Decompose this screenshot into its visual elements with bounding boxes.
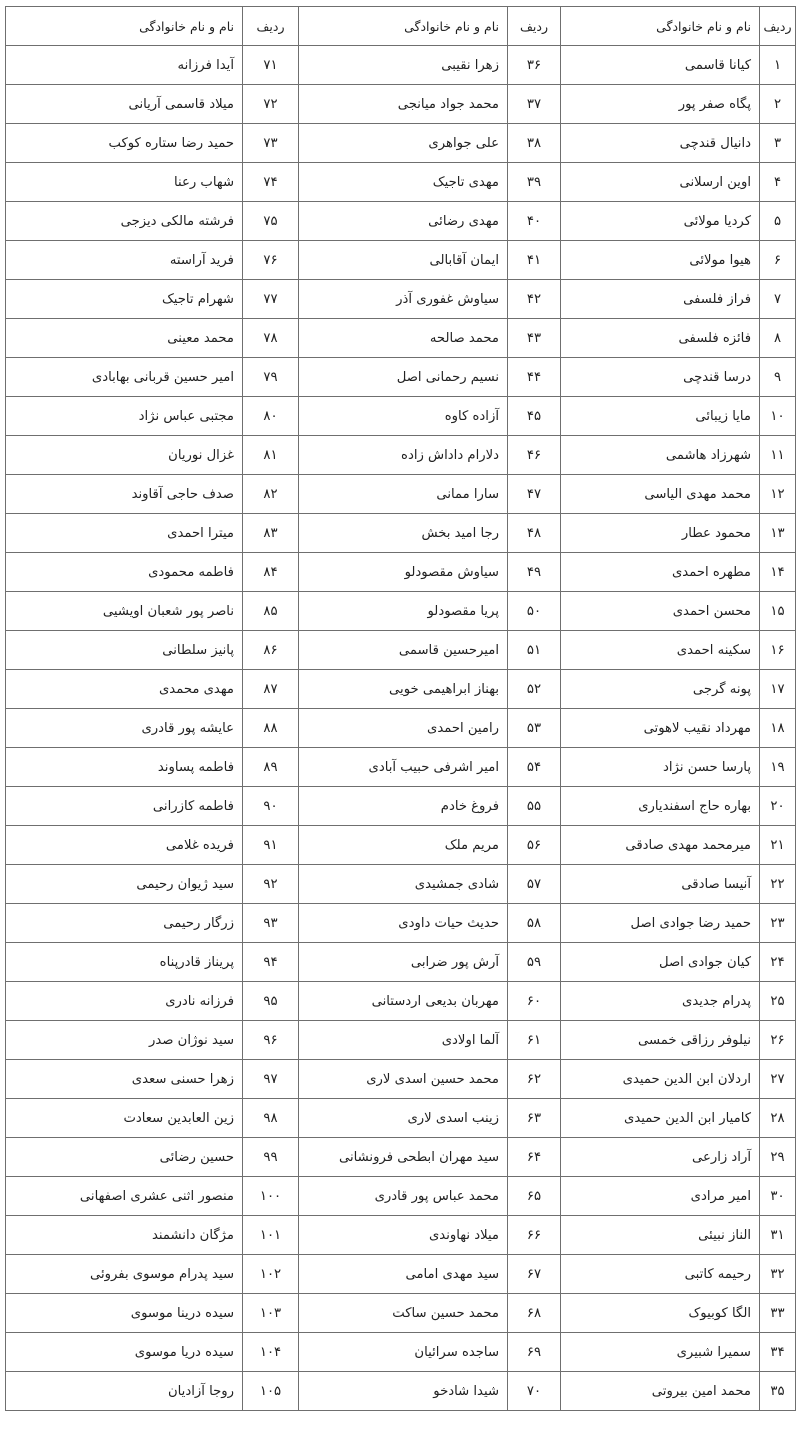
- row-number-cell: ۹۶: [243, 1021, 299, 1060]
- row-number-cell: ۲۹: [760, 1138, 796, 1177]
- full-name-cell: سکینه احمدی: [561, 631, 760, 670]
- header-full-name: نام و نام خانوادگی: [299, 7, 508, 46]
- full-name-cell: محمد حسین اسدی لاری: [299, 1060, 508, 1099]
- table-row: [6, 1294, 796, 1333]
- row-number-cell: ۳۳: [760, 1294, 796, 1333]
- row-number-cell: ۷۴: [243, 163, 299, 202]
- table-row: [6, 280, 796, 319]
- full-name-cell: میلاد قاسمی آریانی: [6, 85, 243, 124]
- row-number-cell: ۶۰: [508, 982, 561, 1021]
- full-name-cell: محمد حسین ساکت: [299, 1294, 508, 1333]
- row-number-cell: ۹۰: [243, 787, 299, 826]
- row-number-cell: ۸۹: [243, 748, 299, 787]
- full-name-cell: نیلوفر رزاقی خمسی: [561, 1021, 760, 1060]
- table-row: [6, 124, 796, 163]
- full-name-cell: شهاب رعنا: [6, 163, 243, 202]
- row-number-cell: ۱۰۵: [243, 1372, 299, 1411]
- row-number-cell: ۳۲: [760, 1255, 796, 1294]
- row-number-cell: ۲۲: [760, 865, 796, 904]
- full-name-cell: زهرا حسنی سعدی: [6, 1060, 243, 1099]
- row-number-cell: ۱۵: [760, 592, 796, 631]
- row-number-cell: ۵۹: [508, 943, 561, 982]
- row-number-cell: ۹۱: [243, 826, 299, 865]
- table-row: [6, 592, 796, 631]
- full-name-cell: پریناز قادرپناه: [6, 943, 243, 982]
- full-name-cell: کردیا مولائی: [561, 202, 760, 241]
- full-name-cell: مهرداد نقیب لاهوتی: [561, 709, 760, 748]
- full-name-cell: پانیز سلطانی: [6, 631, 243, 670]
- table-row: [6, 319, 796, 358]
- row-number-cell: ۱۳: [760, 514, 796, 553]
- full-name-cell: آلما اولادی: [299, 1021, 508, 1060]
- full-name-cell: مایا زیبائی: [561, 397, 760, 436]
- full-name-cell: فرزانه نادری: [6, 982, 243, 1021]
- full-name-cell: صدف حاجی آقاوند: [6, 475, 243, 514]
- row-number-cell: ۶۵: [508, 1177, 561, 1216]
- full-name-cell: فاطمه پساوند: [6, 748, 243, 787]
- full-name-cell: آنیسا صادقی: [561, 865, 760, 904]
- row-number-cell: ۸: [760, 319, 796, 358]
- full-name-cell: پریا مقصودلو: [299, 592, 508, 631]
- row-number-cell: ۳۸: [508, 124, 561, 163]
- full-name-cell: ناصر پور شعبان اویشیی: [6, 592, 243, 631]
- row-number-cell: ۵: [760, 202, 796, 241]
- table-row: [6, 436, 796, 475]
- full-name-cell: محسن احمدی: [561, 592, 760, 631]
- row-number-cell: ۷۲: [243, 85, 299, 124]
- full-name-cell: آیدا فرزانه: [6, 46, 243, 85]
- full-name-cell: منصور اثنی عشری اصفهانی: [6, 1177, 243, 1216]
- names-table: [5, 6, 796, 1411]
- table-row: [6, 631, 796, 670]
- row-number-cell: ۹۷: [243, 1060, 299, 1099]
- row-number-cell: ۹۵: [243, 982, 299, 1021]
- full-name-cell: روجا آزادیان: [6, 1372, 243, 1411]
- row-number-cell: ۶۲: [508, 1060, 561, 1099]
- table-row: [6, 943, 796, 982]
- full-name-cell: الگا کوبیوک: [561, 1294, 760, 1333]
- row-number-cell: ۳۰: [760, 1177, 796, 1216]
- table-row: [6, 1021, 796, 1060]
- row-number-cell: ۱۰: [760, 397, 796, 436]
- row-number-cell: ۶: [760, 241, 796, 280]
- row-number-cell: ۲۸: [760, 1099, 796, 1138]
- row-number-cell: ۶۸: [508, 1294, 561, 1333]
- full-name-cell: محمد صالحه: [299, 319, 508, 358]
- row-number-cell: ۴۷: [508, 475, 561, 514]
- full-name-cell: سید مهدی امامی: [299, 1255, 508, 1294]
- row-number-cell: ۹: [760, 358, 796, 397]
- table-row: [6, 709, 796, 748]
- row-number-cell: ۱: [760, 46, 796, 85]
- table-row: [6, 1255, 796, 1294]
- table-row: [6, 475, 796, 514]
- full-name-cell: امیر اشرفی حبیب آبادی: [299, 748, 508, 787]
- full-name-cell: ساجده سرائیان: [299, 1333, 508, 1372]
- full-name-cell: شهرام تاجیک: [6, 280, 243, 319]
- table-row: [6, 1372, 796, 1411]
- row-number-cell: ۲: [760, 85, 796, 124]
- full-name-cell: فائزه فلسفی: [561, 319, 760, 358]
- row-number-cell: ۶۹: [508, 1333, 561, 1372]
- full-name-cell: فروغ خادم: [299, 787, 508, 826]
- full-name-cell: میرمحمد مهدی صادقی: [561, 826, 760, 865]
- table-body: [6, 46, 796, 1411]
- row-number-cell: ۸۰: [243, 397, 299, 436]
- full-name-cell: پونه گرجی: [561, 670, 760, 709]
- header-row: [6, 7, 796, 46]
- full-name-cell: سیاوش غفوری آذر: [299, 280, 508, 319]
- table-row: [6, 163, 796, 202]
- row-number-cell: ۹۹: [243, 1138, 299, 1177]
- full-name-cell: فریده غلامی: [6, 826, 243, 865]
- full-name-cell: زرگار رحیمی: [6, 904, 243, 943]
- full-name-cell: رحیمه کاتبی: [561, 1255, 760, 1294]
- full-name-cell: محمد معینی: [6, 319, 243, 358]
- row-number-cell: ۷۶: [243, 241, 299, 280]
- full-name-cell: مریم ملک: [299, 826, 508, 865]
- table-row: [6, 241, 796, 280]
- row-number-cell: ۱۰۴: [243, 1333, 299, 1372]
- full-name-cell: امیر حسین قربانی بهابادی: [6, 358, 243, 397]
- row-number-cell: ۷۱: [243, 46, 299, 85]
- full-name-cell: آرش پور ضرابی: [299, 943, 508, 982]
- row-number-cell: ۱۴: [760, 553, 796, 592]
- table-row: [6, 358, 796, 397]
- full-name-cell: کامیار ابن الدین حمیدی: [561, 1099, 760, 1138]
- row-number-cell: ۹۳: [243, 904, 299, 943]
- row-number-cell: ۸۴: [243, 553, 299, 592]
- row-number-cell: ۸۲: [243, 475, 299, 514]
- full-name-cell: زینب اسدی لاری: [299, 1099, 508, 1138]
- table-row: [6, 1060, 796, 1099]
- row-number-cell: ۲۵: [760, 982, 796, 1021]
- row-number-cell: ۳۶: [508, 46, 561, 85]
- full-name-cell: پارسا حسن نژاد: [561, 748, 760, 787]
- row-number-cell: ۸۵: [243, 592, 299, 631]
- row-number-cell: ۲۳: [760, 904, 796, 943]
- full-name-cell: فرشته مالکی دیزجی: [6, 202, 243, 241]
- table-row: [6, 1138, 796, 1177]
- row-number-cell: ۲۶: [760, 1021, 796, 1060]
- row-number-cell: ۴۳: [508, 319, 561, 358]
- full-name-cell: محمد عباس پور قادری: [299, 1177, 508, 1216]
- row-number-cell: ۸۸: [243, 709, 299, 748]
- full-name-cell: مژگان دانشمند: [6, 1216, 243, 1255]
- row-number-cell: ۳۷: [508, 85, 561, 124]
- row-number-cell: ۴۴: [508, 358, 561, 397]
- table-row: [6, 46, 796, 85]
- row-number-cell: ۴۲: [508, 280, 561, 319]
- row-number-cell: ۷۸: [243, 319, 299, 358]
- full-name-cell: عایشه پور قادری: [6, 709, 243, 748]
- row-number-cell: ۸۳: [243, 514, 299, 553]
- full-name-cell: دلارام داداش زاده: [299, 436, 508, 475]
- row-number-cell: ۶۶: [508, 1216, 561, 1255]
- full-name-cell: سید نوژان صدر: [6, 1021, 243, 1060]
- table-row: [6, 982, 796, 1021]
- table-row: [6, 865, 796, 904]
- full-name-cell: سیده دریا موسوی: [6, 1333, 243, 1372]
- full-name-cell: اوین ارسلانی: [561, 163, 760, 202]
- full-name-cell: آراد زارعی: [561, 1138, 760, 1177]
- row-number-cell: ۵۴: [508, 748, 561, 787]
- full-name-cell: فاطمه کازرانی: [6, 787, 243, 826]
- full-name-cell: سید پدرام موسوی بفروئی: [6, 1255, 243, 1294]
- row-number-cell: ۱۸: [760, 709, 796, 748]
- full-name-cell: شیدا شادخو: [299, 1372, 508, 1411]
- row-number-cell: ۴۱: [508, 241, 561, 280]
- row-number-cell: ۱۱: [760, 436, 796, 475]
- row-number-cell: ۳۱: [760, 1216, 796, 1255]
- full-name-cell: نسیم رحمانی اصل: [299, 358, 508, 397]
- row-number-cell: ۷۷: [243, 280, 299, 319]
- full-name-cell: شادی جمشیدی: [299, 865, 508, 904]
- row-number-cell: ۶۴: [508, 1138, 561, 1177]
- full-name-cell: اردلان ابن الدین حمیدی: [561, 1060, 760, 1099]
- full-name-cell: حسین رضائی: [6, 1138, 243, 1177]
- full-name-cell: بهناز ابراهیمی خویی: [299, 670, 508, 709]
- full-name-cell: آزاده کاوه: [299, 397, 508, 436]
- row-number-cell: ۸۶: [243, 631, 299, 670]
- full-name-cell: مطهره احمدی: [561, 553, 760, 592]
- row-number-cell: ۴۹: [508, 553, 561, 592]
- row-number-cell: ۶۳: [508, 1099, 561, 1138]
- full-name-cell: فراز فلسفی: [561, 280, 760, 319]
- header-row-number: ردیف: [508, 7, 561, 46]
- table-row: [6, 1333, 796, 1372]
- row-number-cell: ۷۹: [243, 358, 299, 397]
- row-number-cell: ۵۱: [508, 631, 561, 670]
- table-row: [6, 787, 796, 826]
- table-row: [6, 670, 796, 709]
- table-row: [6, 1177, 796, 1216]
- row-number-cell: ۵۶: [508, 826, 561, 865]
- table-row: [6, 748, 796, 787]
- row-number-cell: ۱۹: [760, 748, 796, 787]
- full-name-cell: حمید رضا جوادی اصل: [561, 904, 760, 943]
- row-number-cell: ۴: [760, 163, 796, 202]
- row-number-cell: ۹۲: [243, 865, 299, 904]
- row-number-cell: ۷۳: [243, 124, 299, 163]
- row-number-cell: ۲۷: [760, 1060, 796, 1099]
- header-row-number: ردیف: [760, 7, 796, 46]
- table-row: [6, 514, 796, 553]
- table-row: [6, 553, 796, 592]
- table-row: [6, 1099, 796, 1138]
- table-row: [6, 85, 796, 124]
- full-name-cell: سمیرا شبیری: [561, 1333, 760, 1372]
- full-name-cell: حمید رضا ستاره کوکب: [6, 124, 243, 163]
- full-name-cell: مهدی رضائی: [299, 202, 508, 241]
- row-number-cell: ۷۰: [508, 1372, 561, 1411]
- row-number-cell: ۱۶: [760, 631, 796, 670]
- full-name-cell: امیر مرادی: [561, 1177, 760, 1216]
- full-name-cell: علی جواهری: [299, 124, 508, 163]
- full-name-cell: حدیث حیات داودی: [299, 904, 508, 943]
- row-number-cell: ۸۱: [243, 436, 299, 475]
- row-number-cell: ۴۰: [508, 202, 561, 241]
- full-name-cell: رجا امید بخش: [299, 514, 508, 553]
- row-number-cell: ۷۵: [243, 202, 299, 241]
- row-number-cell: ۵۸: [508, 904, 561, 943]
- full-name-cell: زهرا نقیبی: [299, 46, 508, 85]
- row-number-cell: ۱۰۲: [243, 1255, 299, 1294]
- table-row: [6, 202, 796, 241]
- row-number-cell: ۱۰۰: [243, 1177, 299, 1216]
- full-name-cell: ایمان آقابالی: [299, 241, 508, 280]
- row-number-cell: ۹۴: [243, 943, 299, 982]
- row-number-cell: ۴۶: [508, 436, 561, 475]
- row-number-cell: ۳۹: [508, 163, 561, 202]
- table-row: [6, 826, 796, 865]
- table-row: [6, 904, 796, 943]
- row-number-cell: ۵۰: [508, 592, 561, 631]
- full-name-cell: شهرزاد هاشمی: [561, 436, 760, 475]
- header-row-number: ردیف: [243, 7, 299, 46]
- full-name-cell: الناز نبیئی: [561, 1216, 760, 1255]
- full-name-cell: مجتبی عباس نژاد: [6, 397, 243, 436]
- table-row: [6, 1216, 796, 1255]
- row-number-cell: ۳: [760, 124, 796, 163]
- header-full-name: نام و نام خانوادگی: [6, 7, 243, 46]
- full-name-cell: محمد مهدی الیاسی: [561, 475, 760, 514]
- row-number-cell: ۱۷: [760, 670, 796, 709]
- full-name-cell: غزال نوریان: [6, 436, 243, 475]
- row-number-cell: ۵۲: [508, 670, 561, 709]
- full-name-cell: سیده درینا موسوی: [6, 1294, 243, 1333]
- header-full-name: نام و نام خانوادگی: [561, 7, 760, 46]
- full-name-cell: فرید آراسته: [6, 241, 243, 280]
- full-name-cell: محمد امین بیروتی: [561, 1372, 760, 1411]
- full-name-cell: زین العابدین سعادت: [6, 1099, 243, 1138]
- full-name-cell: درسا قندچی: [561, 358, 760, 397]
- full-name-cell: سید مهران ابطحی فرونشانی: [299, 1138, 508, 1177]
- row-number-cell: ۵۷: [508, 865, 561, 904]
- row-number-cell: ۷: [760, 280, 796, 319]
- full-name-cell: مهدی محمدی: [6, 670, 243, 709]
- row-number-cell: ۴۵: [508, 397, 561, 436]
- full-name-cell: پگاه صفر پور: [561, 85, 760, 124]
- full-name-cell: میلاد نهاوندی: [299, 1216, 508, 1255]
- full-name-cell: پدرام جدیدی: [561, 982, 760, 1021]
- row-number-cell: ۶۷: [508, 1255, 561, 1294]
- row-number-cell: ۹۸: [243, 1099, 299, 1138]
- row-number-cell: ۳۵: [760, 1372, 796, 1411]
- full-name-cell: بهاره حاج اسفندیاری: [561, 787, 760, 826]
- full-name-cell: کیانا قاسمی: [561, 46, 760, 85]
- row-number-cell: ۱۰۱: [243, 1216, 299, 1255]
- row-number-cell: ۲۰: [760, 787, 796, 826]
- full-name-cell: میترا احمدی: [6, 514, 243, 553]
- row-number-cell: ۲۴: [760, 943, 796, 982]
- row-number-cell: ۵۳: [508, 709, 561, 748]
- full-name-cell: هیوا مولائی: [561, 241, 760, 280]
- row-number-cell: ۵۵: [508, 787, 561, 826]
- full-name-cell: مهربان بدیعی اردستانی: [299, 982, 508, 1021]
- full-name-cell: سارا ممانی: [299, 475, 508, 514]
- row-number-cell: ۱۰۳: [243, 1294, 299, 1333]
- full-name-cell: سیاوش مقصودلو: [299, 553, 508, 592]
- full-name-cell: دانیال قندچی: [561, 124, 760, 163]
- full-name-cell: فاطمه محمودی: [6, 553, 243, 592]
- full-name-cell: محمد جواد میانجی: [299, 85, 508, 124]
- table-row: [6, 397, 796, 436]
- row-number-cell: ۶۱: [508, 1021, 561, 1060]
- full-name-cell: امیرحسین قاسمی: [299, 631, 508, 670]
- row-number-cell: ۴۸: [508, 514, 561, 553]
- row-number-cell: ۲۱: [760, 826, 796, 865]
- full-name-cell: سید ژیوان رحیمی: [6, 865, 243, 904]
- full-name-cell: مهدی تاجیک: [299, 163, 508, 202]
- full-name-cell: رامین احمدی: [299, 709, 508, 748]
- full-name-cell: کیان جوادی اصل: [561, 943, 760, 982]
- row-number-cell: ۳۴: [760, 1333, 796, 1372]
- row-number-cell: ۱۲: [760, 475, 796, 514]
- row-number-cell: ۸۷: [243, 670, 299, 709]
- full-name-cell: محمود عطار: [561, 514, 760, 553]
